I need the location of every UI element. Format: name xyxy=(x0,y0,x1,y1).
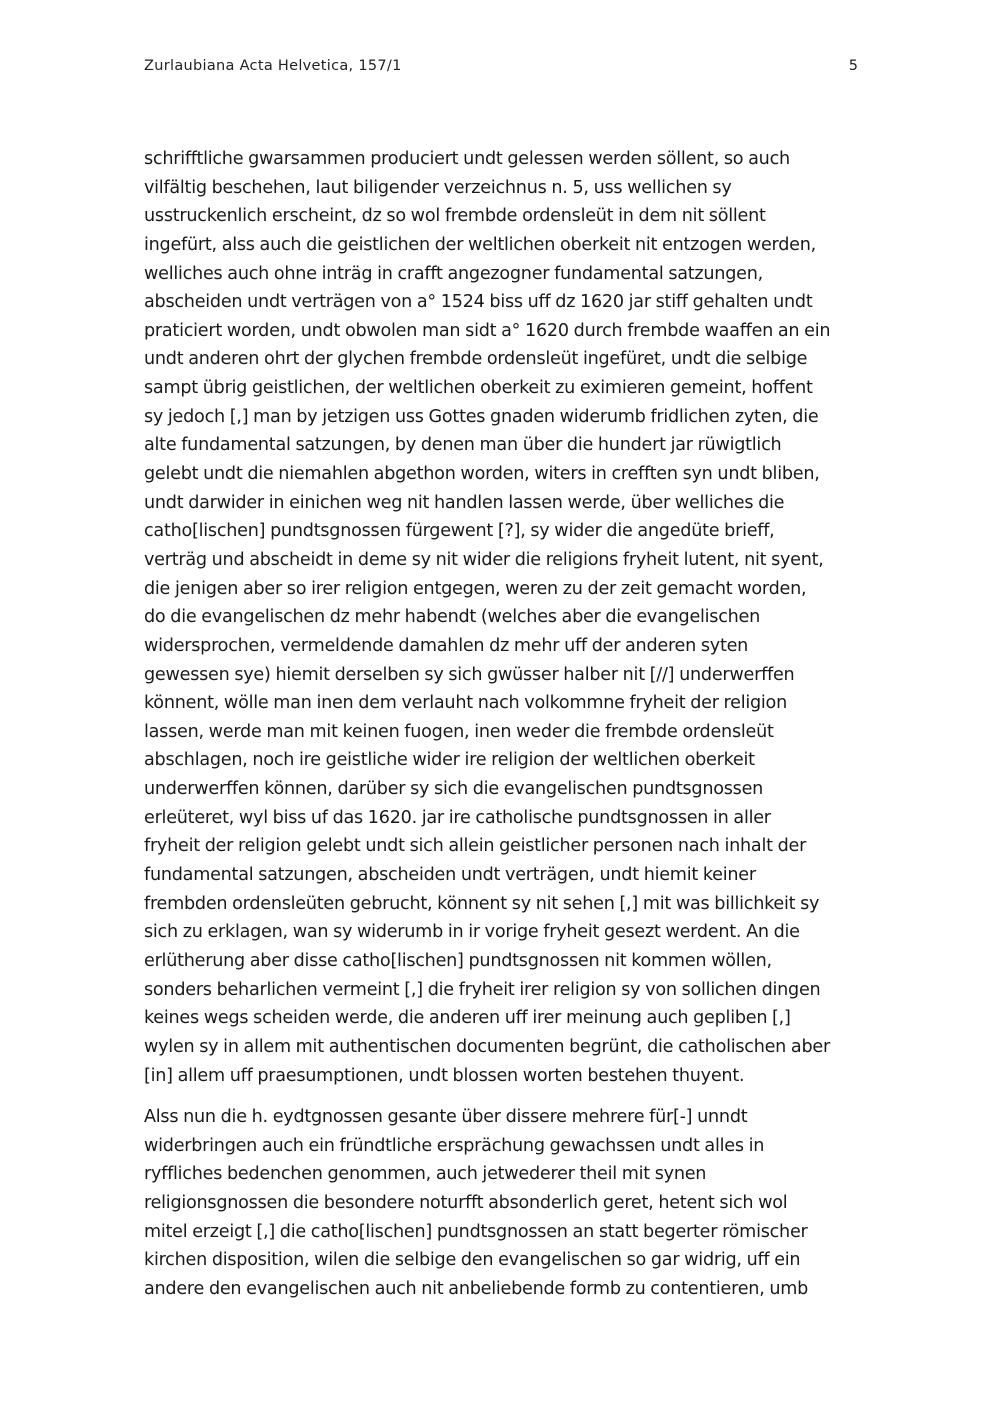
text-line: widerbringen auch ein fründtliche ersprächung gewachssen undt alles in xyxy=(144,1135,765,1156)
page-number: 5 xyxy=(848,58,858,74)
text-line: wylen sy in allem mit authentischen documenten begrünt, die catholischen aber xyxy=(144,1036,830,1057)
paragraph xyxy=(144,1103,860,1303)
text-line: abscheiden undt verträgen von a° 1524 biss uff dz 1620 jar stiff gehalten undt xyxy=(144,292,813,313)
text-line: welliches auch ohne inträg in crafft angezogner fundamental satzungen, xyxy=(144,263,763,284)
text-line: erleüteret, wyl biss uf das 1620. jar ire catholische pundtsgnossen in aller xyxy=(144,807,771,828)
text-line: erlütherung aber disse catho[lischen] pundtsgnossen nit kommen wöllen, xyxy=(144,950,772,971)
text-line: verträg und abscheidt in deme sy nit wider die religions fryheit lutent, nit syent, xyxy=(144,549,824,570)
text-line: schrifftliche gwarsammen produciert undt gelessen werden söllent, so auch xyxy=(144,149,790,169)
text-line: frembden ordensleüten gebrucht, könnent sy nit sehen [,] mit was billichkeit sy xyxy=(144,893,820,914)
text-line: mitel erzeigt [,] die catho[lischen] pundtsgnossen an statt begerter römischer xyxy=(144,1221,808,1242)
text-line: alte fundamental satzungen, by denen man über die hundert jar rüwigtlich xyxy=(144,435,782,456)
text-line: sy jedoch [,] man by jetzigen uss Gottes gnaden widerumb fridlichen zyten, die xyxy=(144,406,819,427)
text-line: gelebt undt die niemahlen abgethon worden, witers in crefften syn undt bliben, xyxy=(144,464,820,485)
text-line: usstruckenlich erscheint, dz so wol frembde ordensleüt in dem nit söllent xyxy=(144,206,766,227)
header-title: Zurlaubiana Acta Helvetica, 157/1 xyxy=(144,58,402,74)
text-line: sampt übrig geistlichen, der weltlichen oberkeit zu eximieren gemeint, hoffent xyxy=(144,378,813,399)
text-line: sich zu erklagen, wan sy widerumb in ir vorige fryheit gesezt werdent. An die xyxy=(144,922,800,943)
text-line: ryffliches bedenchen genommen, auch jetwederer theil mit synen xyxy=(144,1164,707,1185)
page-header xyxy=(144,58,858,82)
text-line: die jenigen aber so irer religion entgegen, weren zu der zeit gemacht worden, xyxy=(144,578,807,599)
text-line: lassen, werde man mit keinen fuogen, inen weder die frembde ordensleüt xyxy=(144,721,774,742)
text-line: ingefürt, alss auch die geistlichen der weltlichen oberkeit nit entzogen werden, xyxy=(144,234,816,255)
paragraph xyxy=(144,145,860,1090)
text-line: underwerffen können, darüber sy sich die evangelischen pundtsgnossen xyxy=(144,779,764,800)
text-line: könnent, wölle man inen dem verlauht nach volkommne fryheit der religion xyxy=(144,693,787,714)
text-line: undt anderen ohrt der glychen frembde ordensleüt ingefüret, undt die selbige xyxy=(144,349,808,370)
text-line: do die evangelischen dz mehr habendt (welches aber die evangelischen xyxy=(144,607,761,628)
text-line: praticiert worden, undt obwolen man sidt a° 1620 durch frembde waaffen an ein xyxy=(144,320,831,341)
text-line: fryheit der religion gelebt undt sich allein geistlicher personen nach inhalt der xyxy=(144,836,807,857)
text-line: kirchen disposition, wilen die selbige den evangelischen so gar widrig, uff ein xyxy=(144,1250,801,1271)
paragraph-gap xyxy=(144,1090,860,1103)
text-line: vilfältig beschehen, laut biligender verzeichnus n. 5, uss wellichen sy xyxy=(144,177,732,198)
text-line: religionsgnossen die besondere noturfft absonderlich geret, hetent sich wol xyxy=(144,1193,788,1214)
text-line: [in] allem uff praesumptionen, undt blossen worten bestehen thuyent. xyxy=(144,1065,745,1086)
text-line: Alss nun die h. eydtgnossen gesante über dissere mehrere für[-] unndt xyxy=(144,1107,748,1128)
text-line: gewessen sye) hiemit derselben sy sich gwüsser halber nit [//] underwerffen xyxy=(144,664,795,685)
text-line: abschlagen, noch ire geistliche wider ire religion der weltlichen oberkeit xyxy=(144,750,755,771)
text-line: andere den evangelischen auch nit anbeliebende formb zu contentieren, umb xyxy=(144,1278,809,1299)
text-line: undt darwider in einichen weg nit handlen lassen werde, über welliches die xyxy=(144,492,785,513)
text-line: widersprochen, vermeldende damahlen dz mehr uff der anderen syten xyxy=(144,635,749,656)
text-line: fundamental satzungen, abscheiden undt verträgen, undt hiemit keiner xyxy=(144,865,756,886)
text-line: sonders beharlichen vermeint [,] die fryheit irer religion sy von sollichen dingen xyxy=(144,979,821,1000)
text-line: keines wegs scheiden werde, die anderen uff irer meinung auch gepliben [,] xyxy=(144,1008,791,1029)
document-body xyxy=(144,145,860,1304)
text-line: catho[lischen] pundtsgnossen fürgewent [?], sy wider die angedüte brieff, xyxy=(144,521,775,542)
